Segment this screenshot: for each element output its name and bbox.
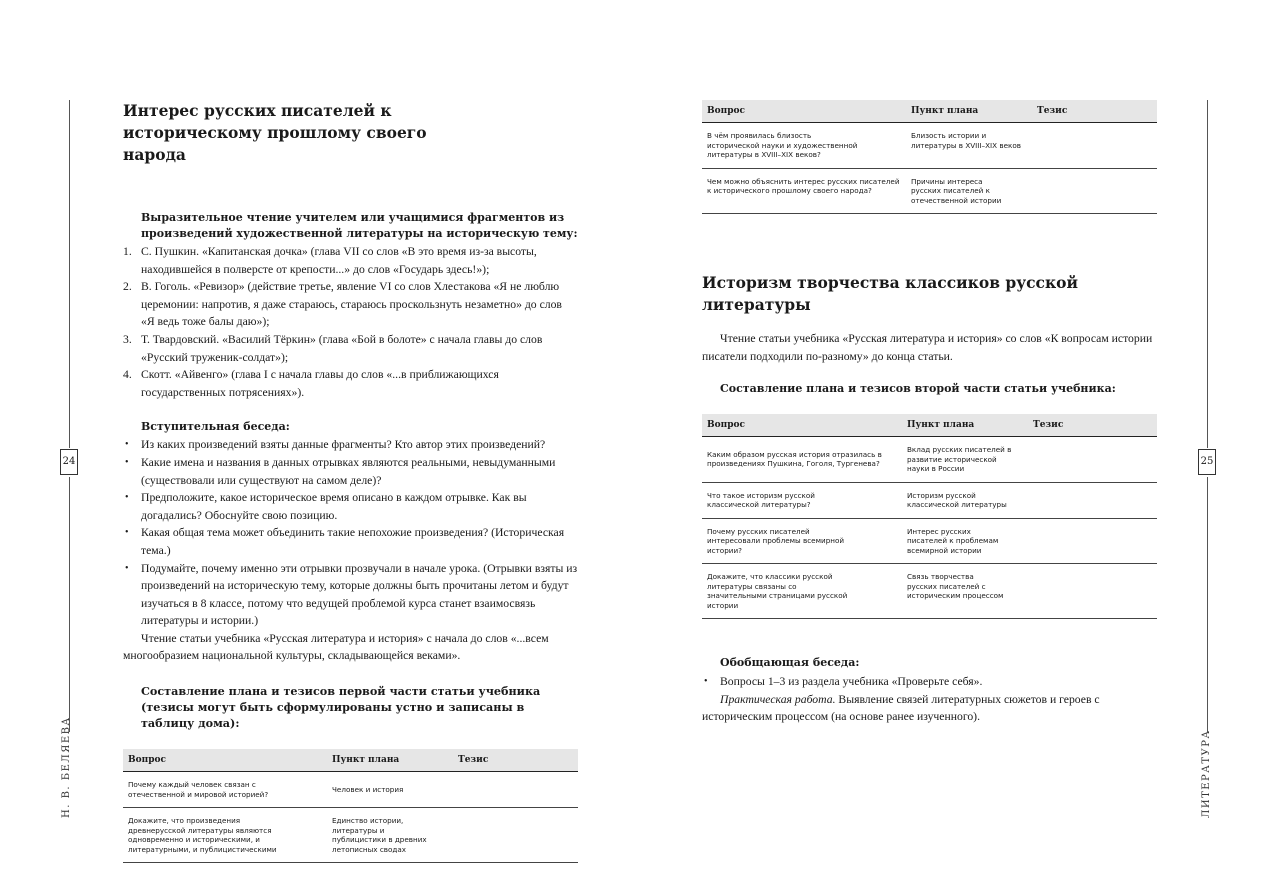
- column-header: Тезис: [1032, 100, 1157, 123]
- cell-plan: Интерес русских писателей к проблемам всемирной истории: [902, 518, 1028, 564]
- column-header: Пункт плана: [906, 100, 1032, 123]
- column-header: Тезис: [453, 749, 578, 772]
- cell-question: Докажите, что произведения древнерусской литературы являются одновременно и историческими, и литературными, и публицистическими: [123, 808, 327, 863]
- list-item: • Какие имена и названия в данных отрывках являются реальными, невыдуманными (существовали или существуют на самом деле)?: [125, 455, 556, 487]
- reading-list: [123, 243, 578, 401]
- cell-thesis: [1032, 168, 1157, 214]
- table-row: [123, 808, 578, 863]
- cell-plan: Человек и история: [327, 772, 453, 808]
- page-number: 24: [60, 449, 78, 475]
- running-head: ЛИТЕРАТУРА: [1201, 729, 1212, 818]
- cell-thesis: [1032, 123, 1157, 169]
- list-item: • Подумайте, почему именно эти отрывки прозвучали в начале урока. (Отрывки взяты из произведений на историческую тему, которые должны быть прочитаны летом и будут изучаться в 8 классе, потому что ведущей проблемой курса станет взаимосвязь литературы и истории.): [125, 561, 578, 628]
- plan-table: [123, 749, 578, 863]
- right-column: [702, 100, 1157, 726]
- summary-list: [702, 673, 1157, 691]
- list-item: • Из каких произведений взяты данные фрагменты? Кто автор этих произведений?: [125, 438, 546, 452]
- list-item: • Какая общая тема может объединить такие непохожие произведения? (Историческая тема.): [125, 526, 565, 557]
- cell-question: Докажите, что классики русской литературы связаны со значительными страницами русской истории: [702, 564, 902, 619]
- practical-text: Выявление связей литературных сюжетов и героев с историческим процессом (на основе ранее изученного).: [702, 692, 1100, 724]
- right-page: [640, 0, 1279, 896]
- list-item: 2. В. Гоголь. «Ревизор» (действие третье, явление VI со слов Хлестакова «Я не люблю церемонии: напротив, я даже стараюсь, стараюсь проскользнуть незаметно» до слов «Я ведь тоже балы даю»);: [123, 280, 562, 329]
- left-column: [123, 100, 578, 863]
- cell-question: Почему русских писателей интересовали проблемы всемирной истории?: [702, 518, 902, 564]
- reading-note: Чтение статьи учебника «Русская литература и история» с начала до слов «...всем многообразием национальной культуры, складывающейся веками».: [123, 631, 549, 663]
- practical-label: Практическая работа.: [720, 692, 836, 706]
- practical-work: [702, 691, 1157, 726]
- table-row: [123, 772, 578, 808]
- list-item: 1. С. Пушкин. «Капитанская дочка» (глава VII со слов «В это время из-за высоты, находившейся в полверсте от крепости...» до слов «Государь здесь!»);: [123, 245, 537, 276]
- column-header: Вопрос: [123, 749, 327, 772]
- table-row: [702, 518, 1157, 564]
- reading-heading: Выразительное чтение учителем или учащимися фрагментов из произведений художественной литературы на историческую тему:: [141, 211, 578, 240]
- cell-plan: Близость истории и литературы в XVIII–XIX веков: [906, 123, 1032, 169]
- cell-question: Каким образом русская история отразилась в произведениях Пушкина, Гоголя, Тургенева?: [702, 437, 902, 483]
- plan-heading: Составление плана и тезисов второй части статьи учебника:: [720, 382, 1116, 396]
- cell-thesis: [1028, 518, 1157, 564]
- table-row: [702, 564, 1157, 619]
- list-item: • Вопросы 1–3 из раздела учебника «Проверьте себя».: [704, 675, 983, 689]
- page-number: 25: [1198, 449, 1216, 475]
- intro-questions: [123, 436, 578, 630]
- intro-heading: Вступительная беседа:: [141, 420, 290, 434]
- margin-rule-bottom: [1207, 477, 1208, 732]
- cell-question: В чём проявилась близость исторической науки и художественной литературы в XVIII–XIX веков?: [702, 123, 906, 169]
- table-row: [702, 482, 1157, 518]
- summary-heading: Обобщающая беседа:: [720, 656, 860, 670]
- list-item: 3. Т. Твардовский. «Василий Тёркин» (глава «Бой в болоте» с начала главы до слов «Русский труженик-солдат»);: [123, 332, 543, 364]
- running-head: Н. В. БЕЛЯЕВА: [61, 716, 72, 818]
- cell-question: Что такое историзм русской классической литературы?: [702, 482, 902, 518]
- reading-note: Чтение статьи учебника «Русская литература и история» со слов «К вопросам истории писатели подходили по-разному» до конца статьи.: [702, 332, 1153, 363]
- table-row: [702, 437, 1157, 483]
- cell-plan: Историзм русской классической литературы: [902, 482, 1028, 518]
- cell-question: Чем можно объяснить интерес русских писателей к исторического прошлому своего народа?: [702, 168, 906, 214]
- cell-thesis: [453, 772, 578, 808]
- margin-rule-top: [69, 100, 70, 448]
- table-row: [702, 168, 1157, 214]
- column-header: Пункт плана: [902, 414, 1028, 437]
- plan-heading: Составление плана и тезисов первой части статьи учебника (тезисы могут быть сформулированы устно и записаны в таблицу дома):: [141, 684, 541, 731]
- column-header: Вопрос: [702, 100, 906, 123]
- column-header: Вопрос: [702, 414, 902, 437]
- plan-table-second: [702, 414, 1157, 619]
- list-item: 4. Скотт. «Айвенго» (глава I с начала главы до слов «...в приближающихся государственных потрясениях»).: [123, 368, 499, 399]
- column-header: Пункт плана: [327, 749, 453, 772]
- cell-thesis: [453, 808, 578, 863]
- section-title: Интерес русских писателей к историческому прошлому своего народа: [123, 101, 427, 164]
- table-row: [702, 123, 1157, 169]
- cell-thesis: [1028, 437, 1157, 483]
- cell-plan: Единство истории, литературы и публицистики в древних летописных сводах: [327, 808, 453, 863]
- margin-rule-top: [1207, 100, 1208, 448]
- cell-thesis: [1028, 482, 1157, 518]
- column-header: Тезис: [1028, 414, 1157, 437]
- list-item: • Предположите, какое историческое время описано в каждом отрывке. Как вы догадались? Обоснуйте свою позицию.: [125, 491, 527, 522]
- cell-plan: Связь творчества русских писателей с историческим процессом: [902, 564, 1028, 619]
- section-title: Историзм творчества классиков русской литературы: [702, 273, 1079, 314]
- cell-thesis: [1028, 564, 1157, 619]
- margin-rule-bottom: [69, 477, 70, 732]
- cell-plan: Вклад русских писателей в развитие исторической науки в России: [902, 437, 1028, 483]
- cell-plan: Причины интереса русских писателей к отечественной истории: [906, 168, 1032, 214]
- cell-question: Почему каждый человек связан с отечественной и мировой историей?: [123, 772, 327, 808]
- plan-table-continued: [702, 100, 1157, 214]
